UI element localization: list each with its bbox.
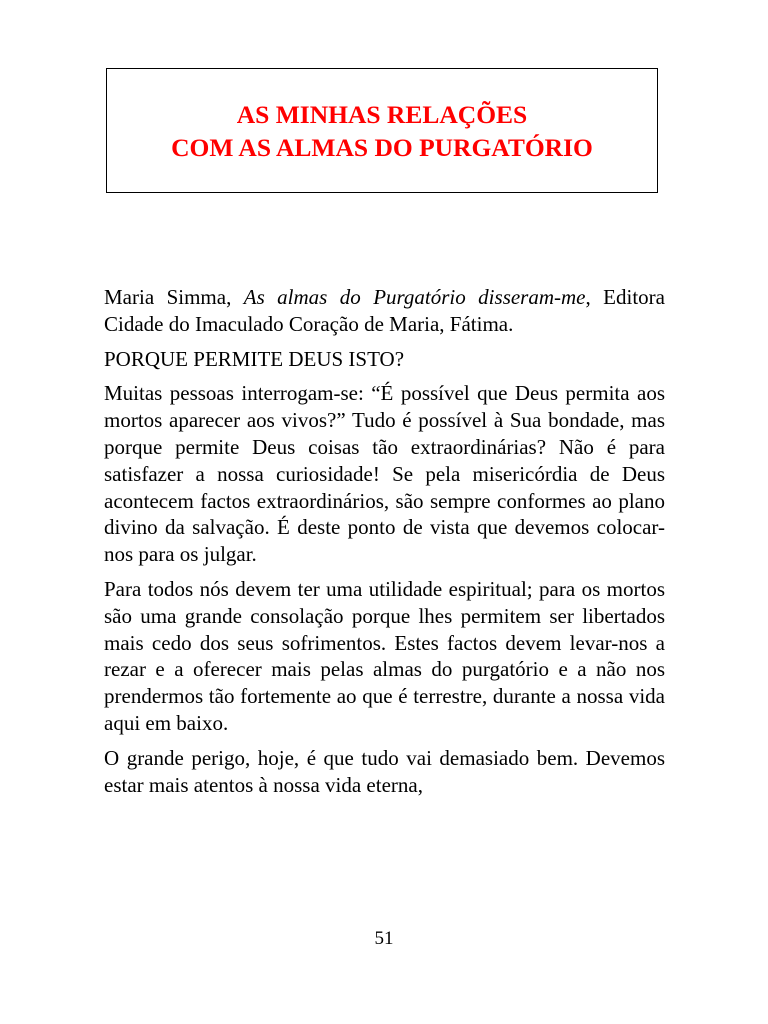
page-number: 51 <box>374 928 394 949</box>
body-paragraph-3: O grande perigo, hoje, é que tudo vai demasiado bem. Devemos estar mais atentos à nossa vida eterna, <box>104 745 665 797</box>
body-paragraph-2: Para todos nós devem ter uma utilidade espiritual; para os mortos são uma grande consolação porque lhes permitem ser libertados mais cedo dos seus sofrimentos. Estes factos devem levar-nos a rezar e a oferecer mais pelas almas do purgatório e a não nos prendermos tão fortemente ao que é terrestre, durante a nossa vida aqui em baixo. <box>104 576 665 735</box>
reference-publisher: , Editora Cidade do Imaculado Coração de Maria, Fátima. <box>104 285 665 336</box>
section-heading: PORQUE PERMITE DEUS ISTO? <box>104 346 405 371</box>
reference-book-title: As almas do Purgatório disseram-me <box>243 285 586 309</box>
chapter-title-box <box>106 68 658 193</box>
source-reference <box>104 284 665 338</box>
reference-author: Maria Simma, <box>104 285 244 309</box>
body-paragraph-1: Muitas pessoas interrogam-se: “É possível que Deus permita aos mortos aparecer aos vivos?” Tudo é possível à Sua bondade, mas porque permite Deus coisas tão extraordinárias? Não é para satisfazer a nossa curiosidade! Se pela misericórdia de Deus acontecem factos extraordinários, são sempre conformes ao plano divino da salvação. É deste ponto de vista que devemos colocar-nos para os julgar. <box>104 381 665 567</box>
chapter-title-line-1: AS MINHAS RELAÇÕES <box>236 99 528 129</box>
page-body <box>104 284 665 798</box>
chapter-title-line-2: COM AS ALMAS DO PURGATÓRIO <box>171 132 593 162</box>
